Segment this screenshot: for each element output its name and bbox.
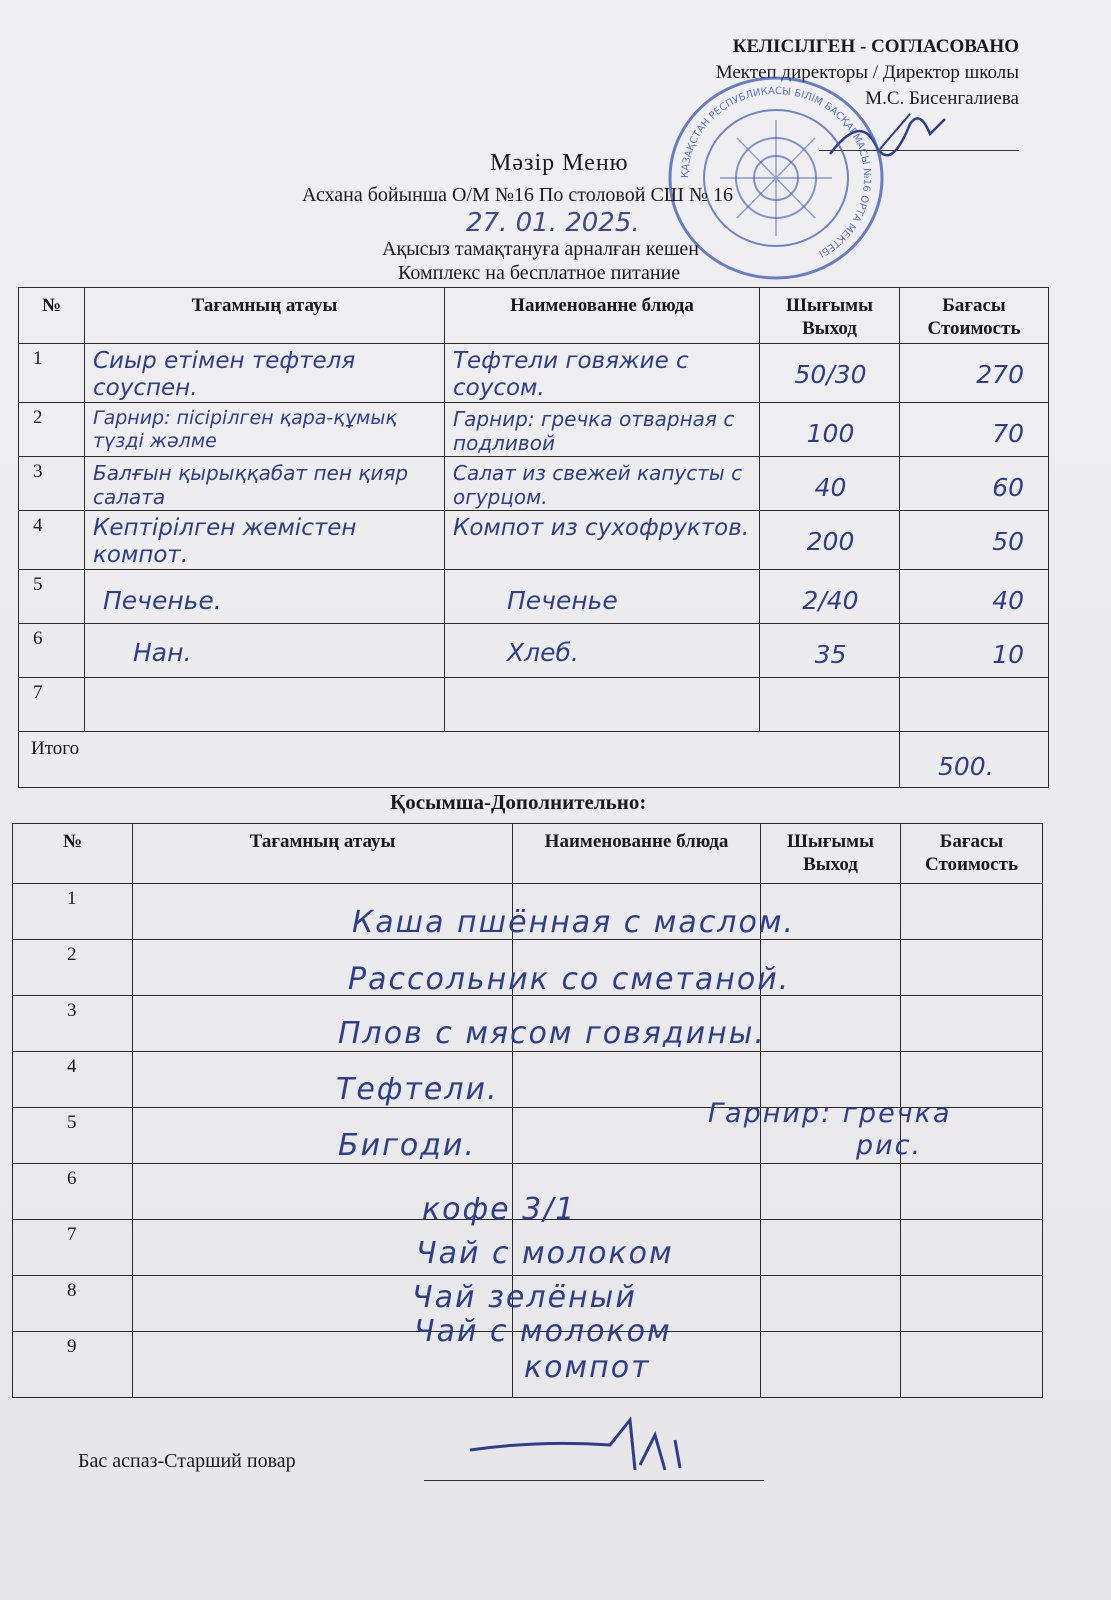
dish-output: 40 bbox=[814, 473, 847, 502]
extra-item: кофе 3/1 bbox=[422, 1192, 577, 1227]
row-num: 5 bbox=[19, 570, 85, 624]
row-num: 1 bbox=[19, 344, 85, 403]
dish-name-ru: Печенье bbox=[507, 586, 618, 615]
dish-cost bbox=[900, 678, 1049, 732]
row-num: 2 bbox=[13, 940, 133, 996]
table-row bbox=[19, 678, 1049, 732]
extra-item: компот bbox=[524, 1350, 651, 1385]
row-num: 3 bbox=[19, 457, 85, 511]
approval-name: М.С. Бисенгалиева bbox=[865, 88, 1019, 109]
dish-cost: 60 bbox=[992, 473, 1024, 502]
dish-name-ru: Хлеб. bbox=[507, 638, 579, 667]
col-header-name-ru: Наименованне блюда bbox=[513, 824, 761, 884]
dish-name-kz: Балғын қырыққабат пен қияр салата bbox=[93, 461, 409, 509]
free-meal-kz: Ақысыз тамақтануға арналған кешен bbox=[382, 238, 699, 260]
main-menu-table bbox=[18, 287, 1049, 788]
dish-cost: 40 bbox=[992, 586, 1024, 615]
dish-name-kz: Кептірілген жемістен компот. bbox=[93, 515, 357, 568]
total-label: Итого bbox=[19, 732, 900, 788]
extra-item: рис. bbox=[856, 1130, 923, 1161]
dish-output: 200 bbox=[806, 527, 855, 556]
row-num: 4 bbox=[19, 511, 85, 570]
row-num: 9 bbox=[13, 1332, 133, 1398]
extra-item: Чай зелёный bbox=[412, 1280, 637, 1315]
extra-item: Чай с молоком bbox=[414, 1314, 672, 1349]
col-header-output: Шығымы Выход bbox=[760, 288, 900, 344]
row-num: 6 bbox=[13, 1164, 133, 1220]
col-header-num: № bbox=[19, 288, 85, 344]
extra-item: Плов с мясом говядины. bbox=[338, 1016, 766, 1051]
total-value: 500. bbox=[938, 752, 994, 781]
dish-output: 100 bbox=[806, 419, 855, 448]
dish-output: 50/30 bbox=[794, 360, 867, 389]
table-row bbox=[19, 403, 1049, 457]
dish-name-ru: Компот из сухофруктов. bbox=[453, 515, 750, 541]
col-header-num: № bbox=[13, 824, 133, 884]
total-row bbox=[19, 732, 1049, 788]
extra-item: Рассольник со сметаной. bbox=[348, 962, 791, 997]
row-num: 5 bbox=[13, 1108, 133, 1164]
dish-name-kz: Нан. bbox=[133, 638, 192, 667]
extra-item: Гарнир: гречка bbox=[708, 1098, 952, 1129]
free-meal-ru: Комплекс на бесплатное питание bbox=[398, 262, 681, 284]
approval-heading: КЕЛІСІЛГЕН - СОГЛАСОВАНО bbox=[732, 36, 1019, 57]
row-num: 6 bbox=[19, 624, 85, 678]
dish-name-kz: Печенье. bbox=[103, 586, 222, 615]
table-row bbox=[19, 457, 1049, 511]
dish-cost: 270 bbox=[976, 360, 1024, 389]
dish-output: 2/40 bbox=[802, 586, 859, 615]
dish-name-ru: Гарнир: гречка отварная с подливой bbox=[453, 407, 735, 455]
col-header-name-kz: Тағамның атауы bbox=[85, 288, 445, 344]
extra-item: Тефтели. bbox=[336, 1072, 499, 1107]
chef-signature bbox=[460, 1410, 700, 1480]
dish-cost: 50 bbox=[992, 527, 1024, 556]
dish-cost: 70 bbox=[992, 419, 1024, 448]
row-num: 7 bbox=[13, 1220, 133, 1276]
page-title: Мәзір Меню bbox=[490, 150, 629, 176]
extra-section-title: Қосымша-Дополнительно: bbox=[390, 790, 647, 814]
col-header-cost: Бағасы Стоимость bbox=[900, 288, 1049, 344]
menu-date: 27. 01. 2025. bbox=[466, 208, 640, 238]
table-header-row bbox=[13, 824, 1043, 884]
stamp-text: ҚАЗАҚСТАН РЕСПУБЛИКАСЫ БІЛІМ БАСҚАРМАСЫ №16 ОРТА МЕКТЕБІ bbox=[679, 85, 873, 259]
table-row bbox=[19, 570, 1049, 624]
chef-label: Бас аспаз-Старший повар bbox=[78, 1450, 296, 1472]
dish-name-ru: Салат из свежей капусты с огурцом. bbox=[453, 461, 743, 509]
row-num: 8 bbox=[13, 1276, 133, 1332]
table-header-row bbox=[19, 288, 1049, 344]
row-num: 2 bbox=[19, 403, 85, 457]
col-header-name-ru: Наименованне блюда bbox=[445, 288, 760, 344]
extra-item: Каша пшённая с маслом. bbox=[352, 905, 796, 940]
extra-item: Чай с молоком bbox=[416, 1236, 674, 1271]
table-row bbox=[19, 624, 1049, 678]
table-row bbox=[19, 511, 1049, 570]
dish-output bbox=[760, 678, 900, 732]
dish-name-ru bbox=[445, 678, 760, 732]
extra-item: Бигоди. bbox=[338, 1128, 476, 1163]
approval-role: Мектеп директоры / Директор школы bbox=[715, 62, 1019, 83]
page-subtitle: Асхана бойынша О/М №16 По столовой СШ № 16 bbox=[302, 184, 734, 206]
row-num: 4 bbox=[13, 1052, 133, 1108]
row-num: 3 bbox=[13, 996, 133, 1052]
col-header-cost: Бағасы Стоимость bbox=[901, 824, 1043, 884]
row-num: 1 bbox=[13, 884, 133, 940]
table-row bbox=[19, 344, 1049, 403]
dish-name-kz bbox=[85, 678, 445, 732]
dish-name-kz: Сиыр етімен тефтеля соуспен. bbox=[93, 348, 356, 401]
col-header-name-kz: Тағамның атауы bbox=[133, 824, 513, 884]
row-num: 7 bbox=[19, 678, 85, 732]
dish-output: 35 bbox=[814, 640, 847, 669]
chef-signature-line bbox=[424, 1480, 764, 1481]
dish-name-ru: Тефтели говяжие с соусом. bbox=[453, 348, 689, 401]
dish-name-kz: Гарнир: пісірілген қара-құмық түзді жәлме bbox=[93, 407, 397, 452]
dish-cost: 10 bbox=[992, 640, 1024, 669]
col-header-output: Шығымы Выход bbox=[761, 824, 901, 884]
